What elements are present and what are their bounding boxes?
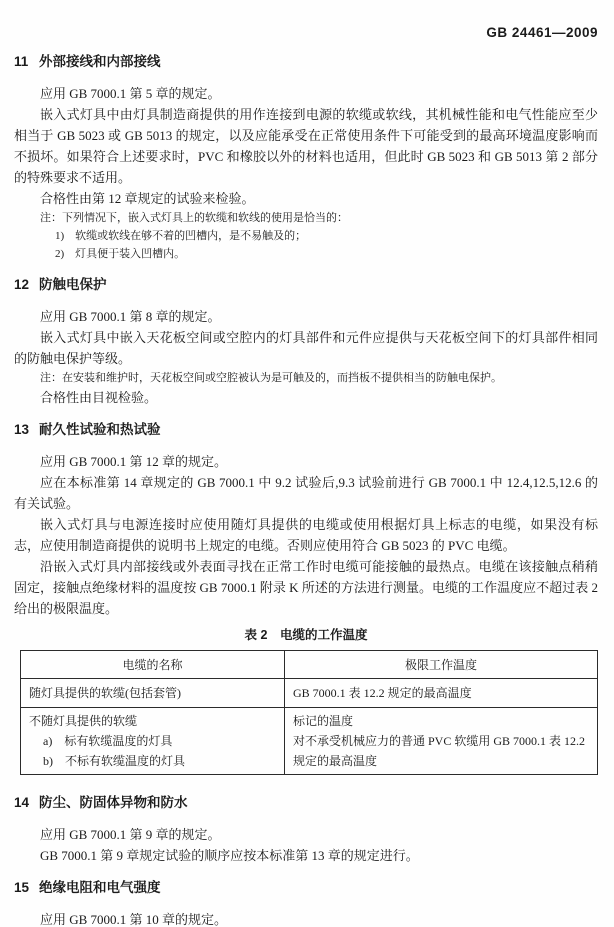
paragraph: 应用 GB 7000.1 第 12 章的规定。 (40, 454, 228, 469)
paragraph: 应用 GB 7000.1 第 9 章的规定。 (40, 827, 221, 842)
paragraph: 嵌入式灯具中由灯具制造商提供的用作连接到电源的软缆或软线，其机械性能和电气性能应至少相当于 GB 5023 或 GB 5013 的规定，以及应能承受在正常使用条件下可能受到的最高环境温度影响而不损坏。如果符合上述要求时，PVC 和橡胶以外的材料也适用，但此时 GB 5023 和 GB 5013 第 2 部分的特殊要求不适用。 (14, 107, 598, 185)
cell-max-temp-ref: GB 7000.1 表 12.2 规定的最高温度 (285, 679, 598, 708)
paragraph: GB 7000.1 第 9 章规定试验的顺序应按本标准第 13 章的规定进行。 (40, 848, 419, 863)
paragraph: 应用 GB 7000.1 第 10 章的规定。 (40, 912, 228, 927)
section-number: 14 (14, 795, 30, 810)
section-15-heading (14, 880, 598, 896)
section-title: 耐久性试验和热试验 (39, 422, 161, 437)
paragraph: 合格性由目视检验。 (40, 390, 158, 405)
paragraph: 嵌入式灯具与电源连接时应使用随灯具提供的电缆或使用根据灯具上标志的电缆，如果没有标志，应使用制造商提供的说明书上规定的电缆。否则应使用符合 GB 5023 的 PVC 电缆。 (14, 517, 598, 553)
section-number: 12 (14, 277, 30, 292)
paragraph: 应用 GB 7000.1 第 5 章的规定。 (40, 86, 221, 101)
cell-line-b: b) 不标有软缆温度的灯具 (43, 754, 185, 768)
section-title: 防尘、防固体异物和防水 (39, 795, 188, 810)
section-12-heading (14, 277, 598, 293)
cell-line: 对不承受机械应力的普通 PVC 软缆用 GB 7000.1 表 12.2 (293, 734, 586, 748)
cell-marked-temperature (285, 708, 598, 775)
table-2-caption: 表 2 电缆的工作温度 (244, 628, 368, 642)
paragraph: 应在本标准第 14 章规定的 GB 7000.1 中 9.2 试验后,9.3 试验前进行 GB 7000.1 中 12.4,12.5,12.6 的有关试验。 (14, 475, 598, 511)
note-item: 2) 灯具便于装入凹槽内。 (55, 248, 186, 260)
note: 注：在安装和维护时，天花板空间或空腔被认为是可触及的，而挡板不提供相当的防触电保护。 (40, 372, 502, 384)
cell-line-a: a) 标有软缆温度的灯具 (43, 734, 173, 748)
cell-line: 标记的温度 (293, 714, 354, 728)
column-header-limit-temperature: 极限工作温度 (285, 651, 598, 679)
table-row (21, 679, 598, 708)
section-title: 防触电保护 (39, 277, 107, 292)
table-2-cable-working-temperature (20, 650, 598, 775)
section-number: 15 (14, 880, 30, 895)
cell-line: 规定的最高温度 (293, 754, 378, 768)
section-11-heading (14, 54, 598, 70)
note: 注：下列情况下，嵌入式灯具上的软缆和软线的使用是恰当的： (40, 212, 348, 224)
section-title: 绝缘电阻和电气强度 (39, 880, 161, 895)
cell-line: 不随灯具提供的软缆 (29, 714, 138, 728)
section-14-heading (14, 795, 598, 811)
section-number: 11 (14, 54, 29, 69)
paragraph: 沿嵌入式灯具内部接线或外表面寻找在正常工作时电缆可能接触的最热点。电缆在该接触点稍稍固定，接触点绝缘材料的温度按 GB 7000.1 附录 K 所述的方法进行测量。电缆的工作温度应不超过表 2 给出的极限温度。 (14, 559, 598, 616)
section-number: 13 (14, 422, 30, 437)
paragraph: 合格性由第 12 章规定的试验来检验。 (40, 191, 255, 206)
paragraph: 应用 GB 7000.1 第 8 章的规定。 (40, 309, 221, 324)
table-row (21, 708, 598, 775)
standard-code-header: GB 24461—2009 (486, 25, 598, 40)
cell-cable-supplied: 随灯具提供的软缆(包括套管) (21, 679, 285, 708)
paragraph: 嵌入式灯具中嵌入天花板空间或空腔内的灯具部件和元件应提供与天花板空间下的灯具部件相同的防触电保护等级。 (14, 330, 598, 366)
section-title: 外部接线和内部接线 (39, 54, 161, 69)
cell-cable-not-supplied (21, 708, 285, 775)
note-item: 1) 软缆或软线在够不着的凹槽内，是不易触及的； (55, 230, 307, 242)
column-header-cable-name: 电缆的名称 (21, 651, 285, 679)
section-13-heading (14, 422, 598, 438)
table-header-row (21, 651, 598, 679)
